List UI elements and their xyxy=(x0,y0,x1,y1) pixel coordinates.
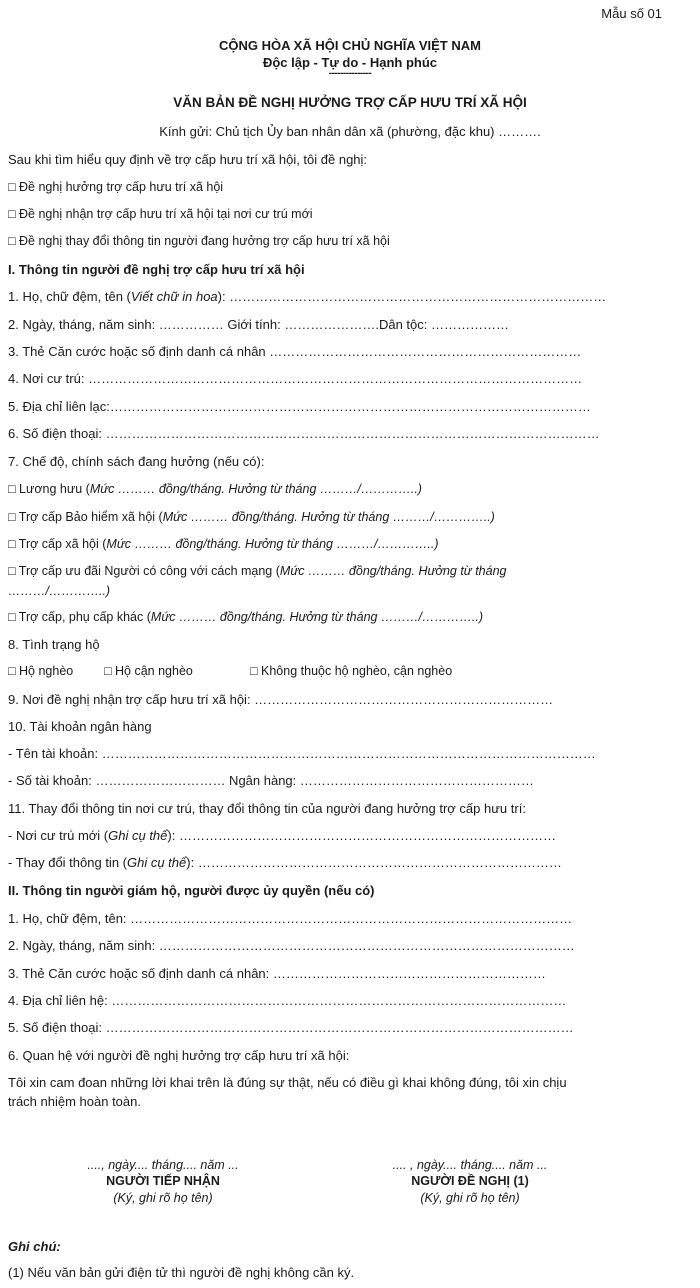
applicant-sign-note: (Ký, ghi rõ họ tên) xyxy=(420,1191,520,1205)
change-info-field-label: - Thay đổi thông tin ( xyxy=(8,855,127,870)
benefit-pension[interactable] xyxy=(8,482,422,496)
birth-gender-ethnicity-field[interactable]: 2. Ngày, tháng, năm sinh: …………… Giới tính: ………………….Dân tộc: ……………… xyxy=(8,317,509,332)
addressee: Kính gửi: Chủ tịch Ủy ban nhân dân xã (phường, đặc khu) ………. xyxy=(159,124,541,139)
benefit-detail: Mức ……… đồng/tháng. Hưởng từ tháng ………/…………..) xyxy=(150,610,484,624)
account-name-field[interactable]: - Tên tài khoản: …………………………………………………………………………………………………… xyxy=(8,746,596,761)
benefit-label: □ Trợ cấp Bảo hiểm xã hội ( xyxy=(8,510,163,524)
household-not-poor-option[interactable]: □ Không thuộc hộ nghèo, cận nghèo xyxy=(250,664,453,678)
benefit-other[interactable] xyxy=(8,610,483,624)
benefit-detail: Mức ……… đồng/tháng. Hưởng từ tháng ………/…………..) xyxy=(106,537,439,551)
benefit-detail: ………/…………..) xyxy=(8,584,111,598)
new-residence-field[interactable] xyxy=(8,828,556,843)
full-name-label: 1. Họ, chữ đệm, tên ( xyxy=(8,289,131,304)
household-poor-option[interactable]: □ Hộ nghèo xyxy=(8,664,74,678)
section-2-heading: II. Thông tin người giám hộ, người được ủy quyền (nếu có) xyxy=(8,883,375,898)
new-residence-hint: Ghi cụ thể xyxy=(108,828,168,843)
benefit-detail: Mức ……… đồng/tháng. Hưởng từ tháng ………/…………..) xyxy=(162,510,495,524)
phone-field[interactable]: 6. Số điện thoại: …………………………………………………………………………………………………… xyxy=(8,426,600,441)
applicant-date: .... , ngày.... tháng.... năm ... xyxy=(392,1158,548,1172)
household-near-poor-option[interactable]: □ Hộ cận nghèo xyxy=(104,664,193,678)
receiving-place-field[interactable]: 9. Nơi đề nghị nhận trợ cấp hưu trí xã hội: …………………………………………………………… xyxy=(8,692,554,707)
guardian-name-field[interactable]: 1. Họ, chữ đệm, tên: ………………………………………………………………………………………… xyxy=(8,911,573,926)
guardian-address-field[interactable]: 4. Địa chỉ liên hệ: …………………………………………………………………………………………… xyxy=(8,993,567,1008)
guardian-id-field[interactable]: 3. Thẻ Căn cước hoặc số định danh cá nhân: ……………………………………………………… xyxy=(8,966,546,981)
change-info-hint: Ghi cụ thể xyxy=(127,855,187,870)
header-rule: --------------- xyxy=(328,68,372,79)
notes-heading: Ghi chú: xyxy=(8,1239,61,1254)
full-name-hint: Viết chữ in hoa xyxy=(130,289,218,304)
guardian-phone-field[interactable]: 5. Số điện thoại: ……………………………………………………………………………………………… xyxy=(8,1020,574,1035)
contact-address-field[interactable]: 5. Địa chỉ liên lạc:………………………………………………………………………………………………… xyxy=(8,399,591,414)
benefit-label: □ Trợ cấp, phụ cấp khác ( xyxy=(8,610,151,624)
receiver-sign-note: (Ký, ghi rõ họ tên) xyxy=(113,1191,213,1205)
request-option-2[interactable]: □ Đề nghị nhận trợ cấp hưu trí xã hội tại nơi cư trú mới xyxy=(8,207,313,221)
new-residence-label: - Nơi cư trú mới ( xyxy=(8,828,109,843)
declaration-line-1: Tôi xin cam đoan những lời khai trên là đúng sự thật, nếu có điều gì khai không đúng, tôi xin chịu xyxy=(8,1075,567,1090)
new-residence-blank: ): …………………………………………………………………………… xyxy=(167,828,556,843)
document-title: VĂN BẢN ĐỀ NGHỊ HƯỞNG TRỢ CẤP HƯU TRÍ XÃ HỘI xyxy=(173,95,527,110)
section-1-heading: I. Thông tin người đề nghị trợ cấp hưu trí xã hội xyxy=(8,262,305,277)
household-status-label: 8. Tình trạng hộ xyxy=(8,637,100,652)
account-number-bank-field[interactable]: - Số tài khoản: ………………………… Ngân hàng: ……………………………………………… xyxy=(8,773,534,788)
full-name-field[interactable] xyxy=(8,289,606,304)
guardian-relationship-field[interactable]: 6. Quan hệ với người đề nghị hưởng trợ cấp hưu trí xã hội: xyxy=(8,1048,350,1063)
receiver-title: NGƯỜI TIẾP NHẬN xyxy=(106,1174,220,1188)
request-option-1[interactable]: □ Đề nghị hưởng trợ cấp hưu trí xã hội xyxy=(8,180,224,194)
benefit-label: □ Trợ cấp ưu đãi Người có công với cách mạng ( xyxy=(8,564,280,578)
benefit-label: □ Trợ cấp xã hội ( xyxy=(8,537,107,551)
benefit-social-insurance[interactable] xyxy=(8,510,495,524)
nation-title: CỘNG HÒA XÃ HỘI CHỦ NGHĨA VIỆT NAM xyxy=(219,38,481,53)
residence-field[interactable]: 4. Nơi cư trú: …………………………………………………………………………………………………… xyxy=(8,371,583,386)
change-info-blank: ): ………………………………………………………………………… xyxy=(186,855,562,870)
full-name-blank: ): …………………………………………………………………………… xyxy=(217,289,607,304)
change-info-field[interactable] xyxy=(8,855,562,870)
benefit-revolutionary-merit-cont[interactable] xyxy=(8,584,110,598)
motto: Độc lập - Tự do - Hạnh phúc xyxy=(262,55,438,70)
benefit-detail: Mức ……… đồng/tháng. Hưởng từ tháng ………/…………..) xyxy=(89,482,422,496)
benefit-label: □ Lương hưu ( xyxy=(8,482,90,496)
receiver-date: ...., ngày.... tháng.... năm ... xyxy=(87,1158,239,1172)
benefit-detail: Mức ……… đồng/tháng. Hưởng từ tháng xyxy=(279,564,507,578)
declaration-line-2: trách nhiệm hoàn toàn. xyxy=(8,1094,141,1109)
intro-text: Sau khi tìm hiểu quy định về trợ cấp hưu trí xã hội, tôi đề nghị: xyxy=(8,152,368,167)
change-info-label: 11. Thay đổi thông tin nơi cư trú, thay đổi thông tin của người đang hưởng trợ cấp hưu trí: xyxy=(8,801,526,816)
form-number: Mẫu số 01 xyxy=(601,6,662,21)
guardian-birth-field[interactable]: 2. Ngày, tháng, năm sinh: …………………………………………………………………………………… xyxy=(8,938,575,953)
bank-account-label: 10. Tài khoản ngân hàng xyxy=(8,719,152,734)
id-card-field[interactable]: 3. Thẻ Căn cước hoặc số định danh cá nhân ……………………………………………………………… xyxy=(8,344,582,359)
note-1: (1) Nếu văn bản gửi điện tử thì người đề nghị không cần ký. xyxy=(8,1265,355,1280)
current-benefits-label: 7. Chế độ, chính sách đang hưởng (nếu có): xyxy=(8,454,265,469)
benefit-revolutionary-merit[interactable] xyxy=(8,564,506,578)
applicant-title: NGƯỜI ĐỀ NGHỊ (1) xyxy=(411,1174,529,1188)
benefit-social-allowance[interactable] xyxy=(8,537,439,551)
request-option-3[interactable]: □ Đề nghị thay đổi thông tin người đang hưởng trợ cấp hưu trí xã hội xyxy=(8,234,390,248)
